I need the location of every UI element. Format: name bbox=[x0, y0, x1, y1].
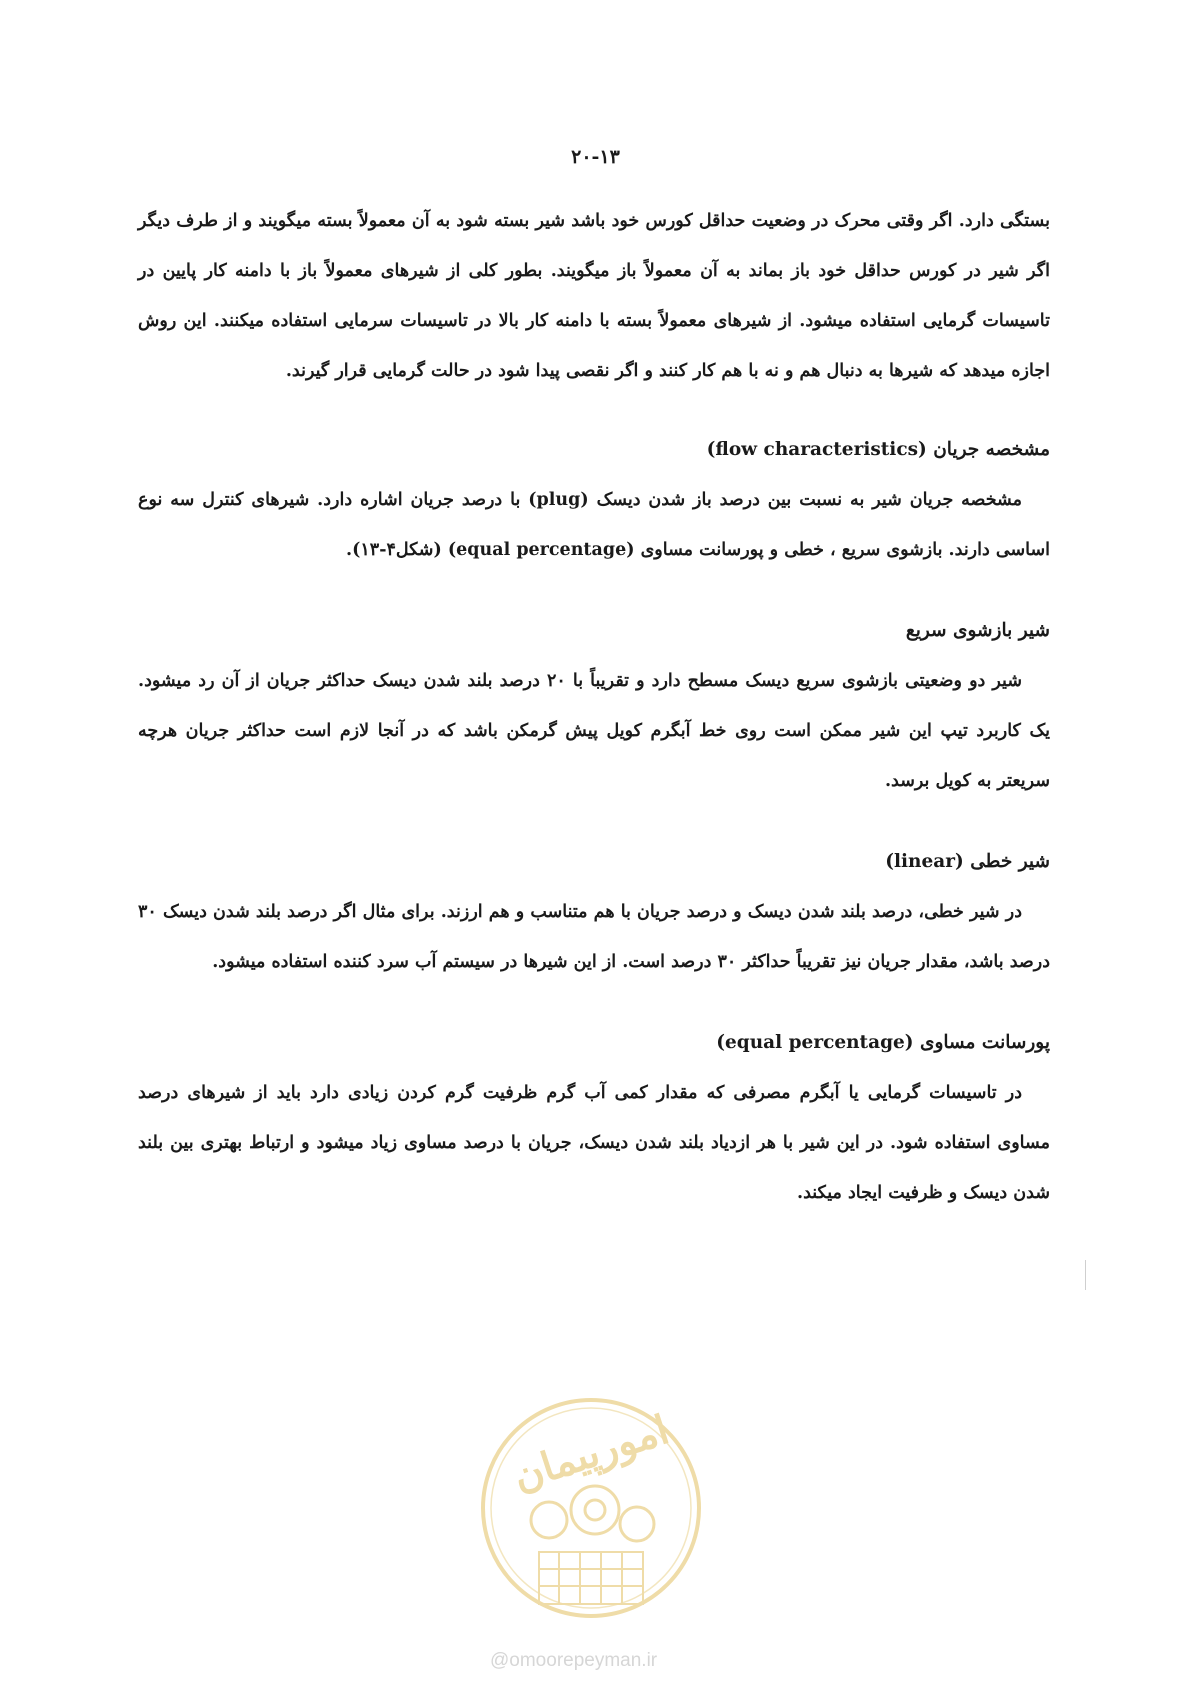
heading-flow-fa: مشخصه جریان bbox=[933, 439, 1050, 460]
watermark-logo-text: امورپیمان bbox=[507, 1406, 675, 1501]
flow-term-plug: (plug) bbox=[528, 490, 589, 510]
heading-linear bbox=[138, 837, 1050, 887]
flow-text-2: با درصد جریان اشاره دارد. شیرهای کنترل سه نوع اساسی دارند. بازشوی سریع ، خطی و پورسانت مساوی bbox=[138, 490, 1050, 560]
flow-term-equal-percentage: (equal percentage) bbox=[447, 540, 635, 560]
intro-paragraph: بستگی دارد. اگر وقتی محرک در وضعیت حداقل کورس خود باشد شیر بسته شود به آن معمولاً بسته میگویند و از طرف دیگر اگر شیر در کورس حداقل خود باز بماند به آن معمولاً باز میگویند. بطور کلی از شیرهای معمولاً باز با دامنه کار پایین در تاسیسات گرمایی استفاده میشود. از شیرهای معمولاً بسته با دامنه کار بالا در تاسیسات سرمایی استفاده میکنند. این روش اجازه میدهد که شیرها به دنبال هم و نه با هم کار کنند و اگر نقصی پیدا شود در حالت گرمایی قرار گیرند. bbox=[138, 211, 1050, 381]
linear-paragraph: در شیر خطی، درصد بلند شدن دیسک و درصد جریان با هم متناسب و هم ارزند. برای مثال اگر درصد بلند شدن دیسک ۳۰ درصد باشد، مقدار جریان نیز تقریباً حداکثر ۳۰ درصد است. از این شیرها در سیستم آب سرد کننده استفاده میشود. bbox=[138, 902, 1050, 972]
heading-equal-percentage-fa: پورسانت مساوی bbox=[920, 1032, 1050, 1053]
quick-opening-paragraph: شیر دو وضعیتی بازشوی سریع دیسک مسطح دارد و تقریباً با ۲۰ درصد بلند شدن دیسک حداکثر جریان از آن رد میشود. یک کاربرد تیپ این شیر ممکن است روی خط آبگرم کویل پیش گرمکن باشد که در آنجا لازم است حداکثر جریان هرچه سریعتر به کویل برسد. bbox=[138, 671, 1050, 791]
page-number: ۲۰-۱۳ bbox=[571, 146, 620, 168]
flow-text-1: مشخصه جریان شیر به نسبت بین درصد باز شدن دیسک bbox=[596, 490, 1023, 510]
equal-percentage-paragraph: در تاسیسات گرمایی یا آبگرم مصرفی که مقدار کمی آب گرم ظرفیت گرم کردن زیادی دارد باید از شیرهای درصد مساوی استفاده شود. در این شیر با هر ازدیاد بلند شدن دیسک، جریان با درصد مساوی زیاد میشود و ارتباط بهتری بین بلند شدن دیسک و ظرفیت ایجاد میکند. bbox=[138, 1083, 1050, 1203]
watermark-logo bbox=[477, 1392, 705, 1624]
heading-flow-characteristics bbox=[138, 425, 1050, 475]
watermark-url: @omoorepeyman.ir bbox=[490, 1650, 658, 1671]
heading-linear-fa: شیر خطی bbox=[970, 851, 1050, 872]
document-body bbox=[138, 196, 1050, 1218]
heading-linear-en: (linear) bbox=[885, 851, 964, 872]
flow-paragraph bbox=[138, 475, 1050, 575]
heading-equal-percentage-en: (equal percentage) bbox=[716, 1032, 914, 1053]
margin-mark bbox=[1085, 1260, 1086, 1290]
heading-flow-en: (flow characteristics) bbox=[706, 439, 927, 460]
heading-equal-percentage bbox=[138, 1018, 1050, 1068]
heading-quick-opening: شیر بازشوی سریع bbox=[905, 620, 1050, 641]
flow-text-3: (شکل۴-۱۳). bbox=[346, 540, 442, 560]
